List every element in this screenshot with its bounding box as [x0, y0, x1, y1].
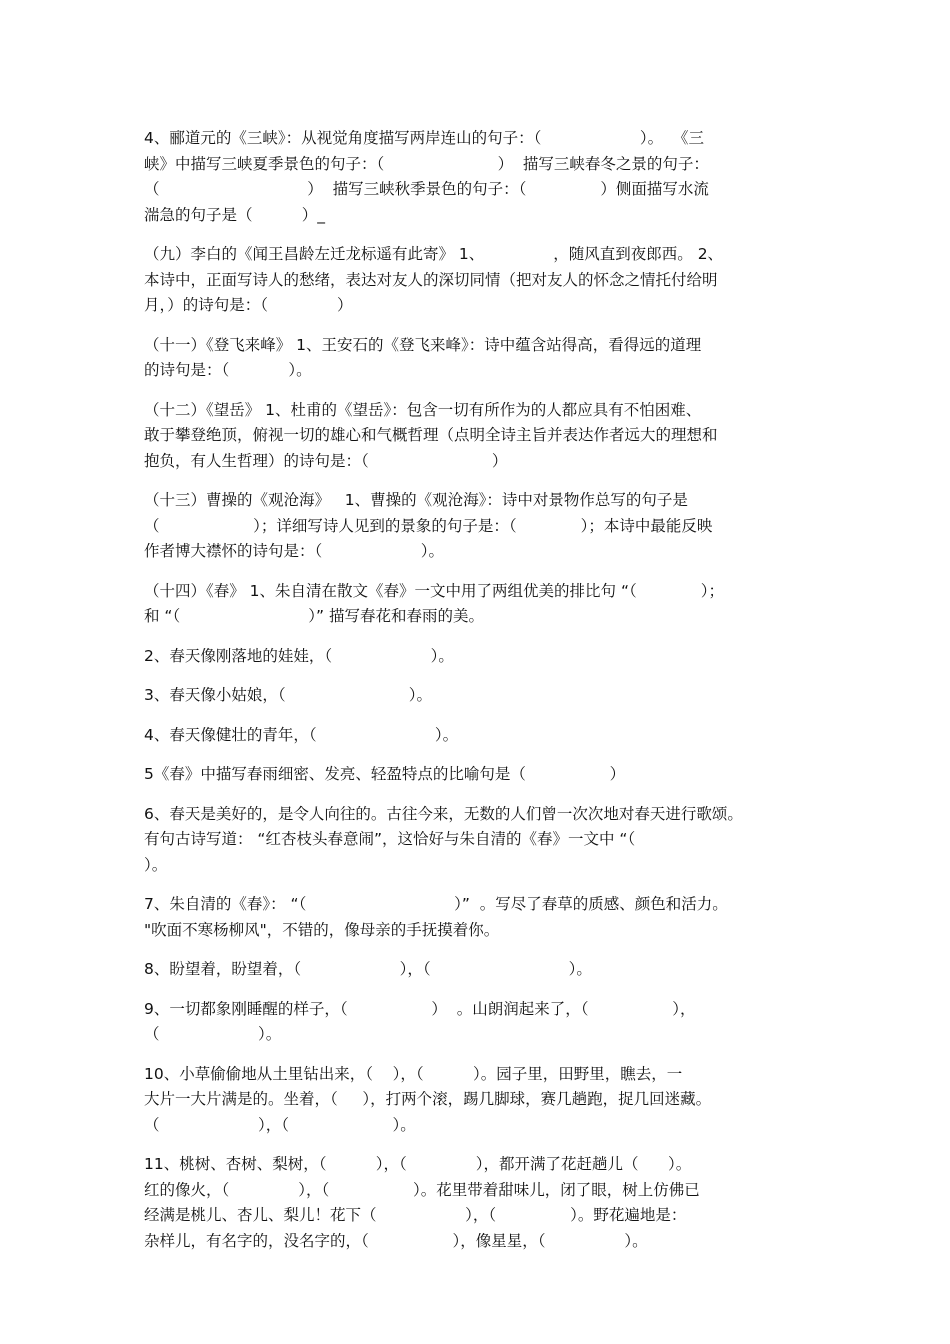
- question-line: （十四）《春》 1、朱自清在散文《春》一文中用了两组优美的排比句 “（ ）；: [144, 581, 725, 600]
- question-line: （十二）《望岳》 1、杜甫的《望岳》：包含一切有所作为的人都应具有不怕困难、: [144, 400, 702, 419]
- question-line: 10、小草偷偷地从土里钻出来，（ ），（ ）。园子里，田野里，瞧去，一: [144, 1064, 683, 1083]
- question-paragraph: [144, 1062, 824, 1139]
- question-line: 3、春天像小姑娘，（ ）。: [144, 686, 433, 704]
- question-paragraph: [144, 242, 824, 319]
- question-line: 5《春》中描写春雨细密、发亮、轻盈特点的比喻句是（ ）: [144, 765, 626, 783]
- question-paragraph: [144, 488, 824, 565]
- question-line: "吹面不寒杨柳风"，不错的，像母亲的手抚摸着你。: [144, 920, 500, 939]
- question-line: 湍急的句子是（ ）_: [144, 205, 326, 224]
- question-line: ）。: [144, 855, 168, 874]
- question-line: 9、一切都象刚睡醒的样子，（ ） 。山朗润起来了，（ ），: [144, 999, 696, 1018]
- document-page: [144, 126, 824, 1268]
- question-line: （ ）。: [144, 1025, 282, 1043]
- question-line: 大片一大片满是的。坐着，（ ），打两个滚，踢几脚球，赛几趟跑，捉几回迷藏。: [144, 1090, 712, 1108]
- question-line: 敢于攀登绝顶，俯视一切的雄心和气概哲理（点明全诗主旨并表达作者远大的理想和: [144, 426, 718, 444]
- question-paragraph: [144, 723, 824, 749]
- question-line: 有句古诗写道： “红杏枝头春意闹”，这恰好与朱自清的《春》一文中 “（: [144, 830, 636, 848]
- question-line: 本诗中，正面写诗人的愁绪，表达对友人的深切同情（把对友人的怀念之情托付给明: [144, 270, 718, 289]
- question-paragraph: [144, 644, 824, 670]
- question-paragraph: [144, 957, 824, 983]
- question-line: （ ） 描写三峡秋季景色的句子：（ ）侧面描写水流: [144, 180, 709, 198]
- question-paragraph: [144, 997, 824, 1048]
- question-paragraph: [144, 333, 824, 384]
- question-line: 2、春天像刚落地的娃娃，（ ）。: [144, 646, 454, 665]
- question-line: 作者博大襟怀的诗句是：（ ）。: [144, 542, 445, 560]
- question-line: 4、春天像健壮的青年，（ ）。: [144, 725, 459, 744]
- question-line: 杂样儿，有名字的，没名字的，（ ），像星星，（ ）。: [144, 1231, 648, 1250]
- question-line: （十三）曹操的《观沧海》 1、曹操的《观沧海》：诗中对景物作总写的句子是: [144, 491, 688, 509]
- question-paragraph: [144, 683, 824, 709]
- question-paragraph: [144, 126, 824, 228]
- question-paragraph: [144, 802, 824, 879]
- question-line: 和 “（ ）” 描写春花和春雨的美。: [144, 607, 485, 625]
- question-line: （九）李白的《闻王昌龄左迁龙标遥有此寄》 1、 ，随风直到夜郎西。 2、: [144, 245, 724, 263]
- question-line: 4、郦道元的《三峡》：从视觉角度描写两岸连山的句子：（ ）。 《三: [144, 129, 705, 147]
- question-line: 11、桃树、杏树、梨树，（ ），（ ），都开满了花赶趟儿（ ）。: [144, 1155, 692, 1173]
- question-paragraph: [144, 398, 824, 475]
- question-line: 峡》中描写三峡夏季景色的句子：（ ） 描写三峡春冬之景的句子：: [144, 154, 709, 173]
- question-line: 经满是桃儿、杏儿、梨儿！花下（ ），（ ）。野花遍地是：: [144, 1206, 687, 1224]
- question-paragraph: [144, 762, 824, 788]
- question-paragraph: [144, 892, 824, 943]
- question-line: 抱负，有人生哲理）的诗句是：（ ）: [144, 451, 508, 470]
- question-line: 红的像火，（ ），（ ）。花里带着甜味儿，闭了眼，树上仿佛已: [144, 1180, 700, 1199]
- question-line: （十一）《登飞来峰》 1、王安石的《登飞来峰》：诗中蕴含站得高，看得远的道理: [144, 335, 702, 354]
- question-line: 月，）的诗句是：（ ）: [144, 296, 353, 314]
- question-line: 7、朱自清的《春》： “（ ）” 。写尽了春草的质感、颜色和活力。: [144, 895, 728, 913]
- question-line: 的诗句是：（ ）。: [144, 361, 312, 379]
- question-line: 8、盼望着，盼望着，（ ），（ ）。: [144, 960, 592, 978]
- question-line: （ ），（ ）。: [144, 1115, 416, 1134]
- question-paragraph: [144, 579, 824, 630]
- question-line: （ ）；详细写诗人见到的景象的句子是：（ ）；本诗中最能反映: [144, 516, 713, 535]
- question-line: 6、春天是美好的，是令人向往的。古往今来，无数的人们曾一次次地对春天进行歌颂。: [144, 804, 743, 823]
- question-paragraph: [144, 1152, 824, 1254]
